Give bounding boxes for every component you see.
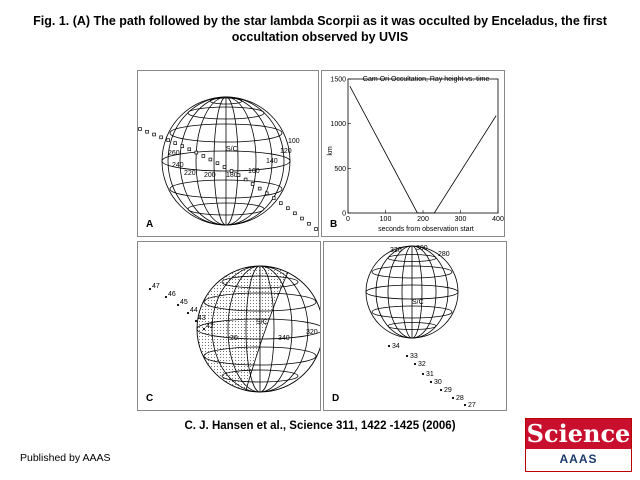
longitude-label: 160 <box>248 168 260 175</box>
panel-a-label: A <box>146 219 154 230</box>
track-label: 44 <box>190 307 198 314</box>
chart-xlabel: seconds from observation start <box>378 226 474 233</box>
aaas-logo-icon: AAAS <box>559 452 598 466</box>
panel-b <box>321 70 505 237</box>
science-logo-wordmark: Science <box>526 419 631 448</box>
track-point-d <box>422 373 424 375</box>
chart-x-tick-label: 400 <box>492 216 504 223</box>
longitude-label: 180 <box>226 172 238 179</box>
track-point-d <box>406 355 408 357</box>
track-point-d <box>464 404 466 406</box>
longitude-label: 300 <box>416 245 428 252</box>
longitude-label: 340 <box>278 335 290 342</box>
track-label: 42 <box>206 323 214 330</box>
longitude-label: 260 <box>168 150 180 157</box>
track-point-a <box>160 136 163 139</box>
track-label: 27 <box>468 402 476 409</box>
track-point-c <box>165 296 167 298</box>
track-point-d <box>388 345 390 347</box>
track-point-a <box>293 212 296 215</box>
track-label: 31 <box>426 371 434 378</box>
chart-x-tick-label: 0 <box>346 216 350 223</box>
panel-c-globe <box>138 242 320 410</box>
track-point-a <box>258 187 261 190</box>
track-point-d <box>452 397 454 399</box>
track-label: 34 <box>392 343 400 350</box>
chart-x-tick-label: 200 <box>417 216 429 223</box>
longitude-label: 120 <box>280 148 292 155</box>
track-label: 30 <box>434 379 442 386</box>
longitude-label: 220 <box>184 170 196 177</box>
track-point-a <box>272 197 275 200</box>
track-point-a <box>202 155 205 158</box>
track-label: 45 <box>180 299 188 306</box>
chart-x-tick-label: 300 <box>454 216 467 223</box>
track-point-a <box>139 128 142 131</box>
longitude-label: 100 <box>288 138 300 145</box>
track-point-a <box>181 145 184 148</box>
track-label: 29 <box>444 387 452 394</box>
chart-y-tick-label: 500 <box>334 165 346 173</box>
track-point-a <box>209 158 212 161</box>
track-point-c <box>203 328 205 330</box>
panel-d-sc-label: S/C <box>412 299 424 306</box>
track-label: 46 <box>168 291 176 298</box>
longitude-label: 240 <box>172 162 184 169</box>
track-point-c <box>149 288 151 290</box>
longitude-label: 20 <box>230 335 238 342</box>
panel-c-label: C <box>146 393 154 404</box>
panel-d-label: D <box>332 393 340 404</box>
track-point-c <box>195 320 197 322</box>
track-point-a <box>301 217 304 220</box>
track-label: 43 <box>198 315 206 322</box>
panel-a <box>137 70 319 237</box>
track-point-a <box>188 148 191 151</box>
chart-series-line <box>350 86 496 213</box>
longitude-label: 200 <box>204 172 216 179</box>
track-point-d <box>440 389 442 391</box>
track-point-a <box>146 130 149 133</box>
publisher-credit: Published by AAAS <box>20 452 111 464</box>
chart-y-tick-label: 1500 <box>330 76 346 84</box>
track-point-c <box>187 312 189 314</box>
track-label: 32 <box>418 361 426 368</box>
track-point-d <box>430 381 432 383</box>
track-label: 47 <box>152 283 160 290</box>
track-point-a <box>279 202 282 205</box>
science-logo[interactable] <box>525 418 632 472</box>
track-point-a <box>251 183 254 186</box>
chart-title: Gam Ori Occultation, Ray height vs. time <box>362 76 490 83</box>
chart-x-tick-label: 100 <box>379 216 392 223</box>
panel-d-globe <box>324 242 506 410</box>
track-point-a <box>174 142 177 145</box>
longitude-label: 320 <box>306 329 318 336</box>
chart-plot-frame <box>348 79 498 213</box>
panel-c-sc-label: S/C <box>256 319 268 326</box>
panel-b-label: B <box>330 219 338 230</box>
panel-a-sc-label: S/C <box>226 146 238 153</box>
panel-c <box>137 241 321 411</box>
track-point-a <box>167 139 170 142</box>
citation: C. J. Hansen et al., Science 311, 1422 -1425 (2006) <box>184 420 456 432</box>
figure-title: Fig. 1. (A) The path followed by the star lambda Scorpii as it was occulted by Enceladus, the first occultation observed by UVIS <box>33 14 607 44</box>
track-point-d <box>414 363 416 365</box>
panel-d <box>323 241 507 411</box>
track-point-a <box>216 162 219 165</box>
track-label: 28 <box>456 395 464 402</box>
track-point-a <box>315 228 318 231</box>
panel-b-chart <box>322 71 504 236</box>
track-point-a <box>308 222 311 225</box>
longitude-label: 320 <box>390 247 402 254</box>
track-point-a <box>244 178 247 181</box>
chart-y-tick-label: 0 <box>342 210 346 218</box>
longitude-label: 280 <box>438 251 450 258</box>
track-point-a <box>286 207 289 210</box>
track-point-a <box>195 151 198 154</box>
track-point-a <box>265 192 268 195</box>
track-label: 33 <box>410 353 418 360</box>
longitude-label: 140 <box>266 158 278 165</box>
chart-y-tick-label: 1000 <box>330 121 346 129</box>
track-point-a <box>153 133 156 136</box>
track-point-c <box>177 304 179 306</box>
panel-a-globe <box>138 71 318 236</box>
chart-ylabel: km <box>327 146 334 156</box>
track-point-a <box>223 166 226 169</box>
